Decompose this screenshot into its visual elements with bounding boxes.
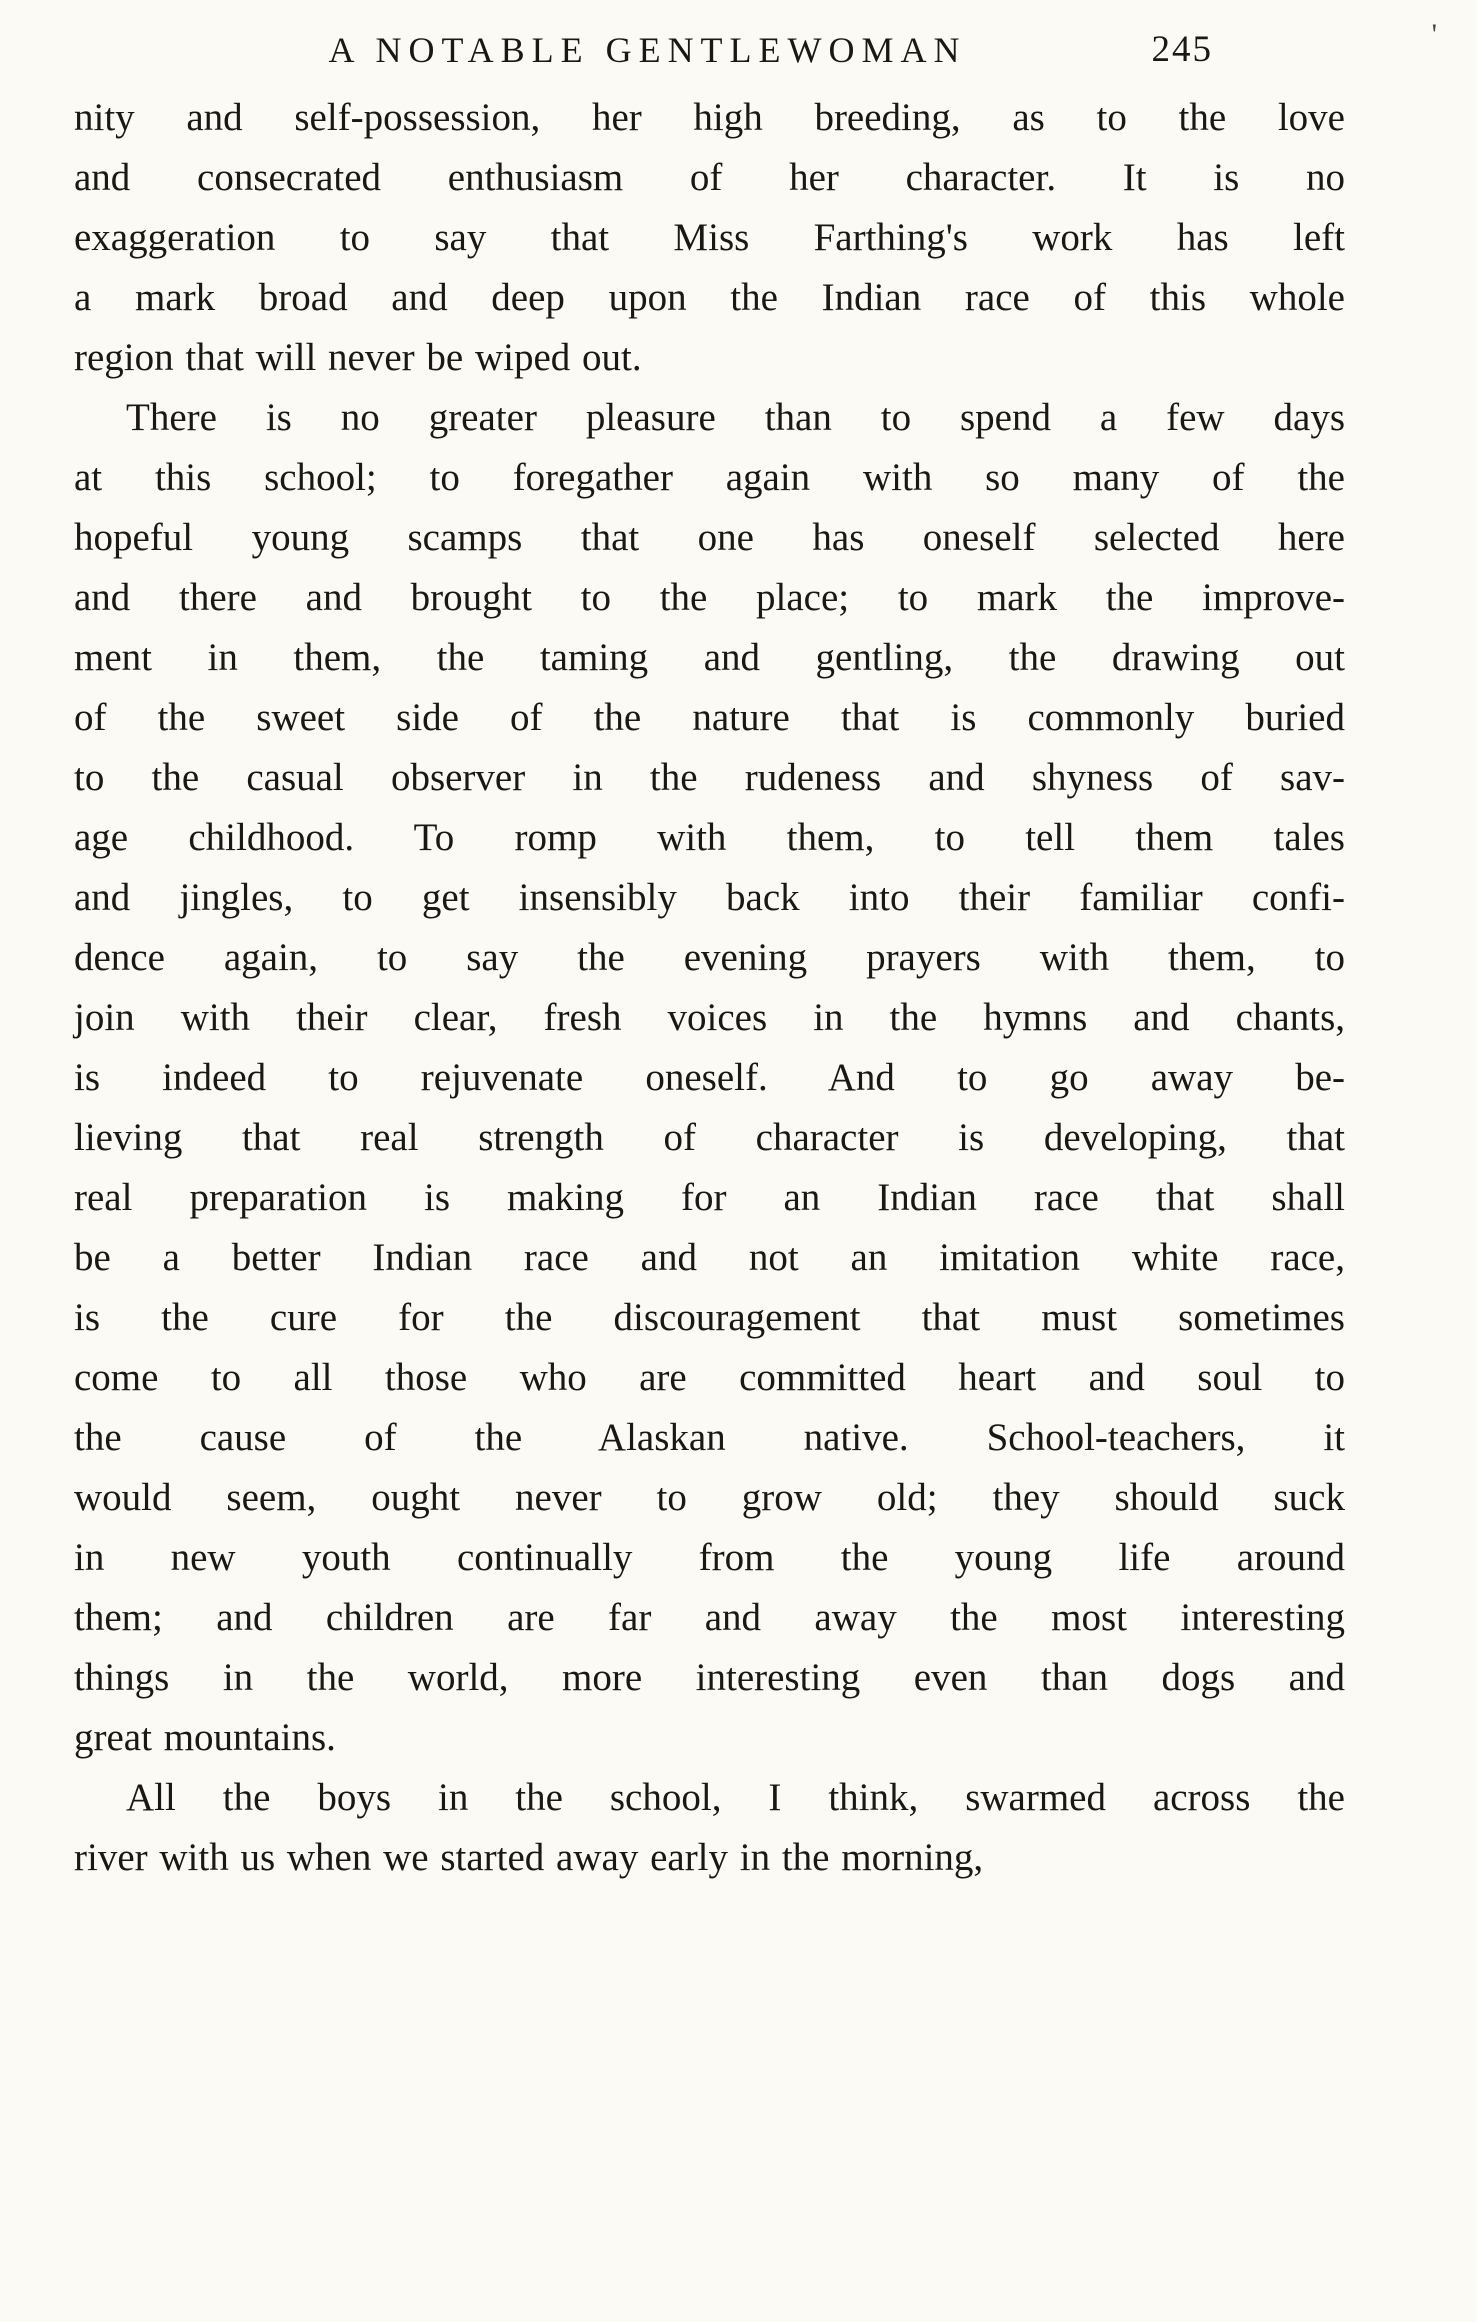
- page-number: 245: [1151, 29, 1213, 70]
- text-line: and jingles, to get insensibly back into their familiar confi-: [74, 876, 1345, 919]
- text-line: nity and self-possession, her high breeding, as to the love: [74, 96, 1345, 139]
- text-line: exaggeration to say that Miss Farthing's work has left: [74, 216, 1345, 259]
- text-line: be a better Indian race and not an imitation white race,: [74, 1236, 1345, 1279]
- scan-artifact-mark: ': [1431, 18, 1437, 51]
- text-line: dence again, to say the evening prayers with them, to: [74, 936, 1345, 979]
- text-line: ment in them, the taming and gentling, the drawing out: [74, 636, 1345, 679]
- text-line: is indeed to rejuvenate oneself. And to go away be-: [74, 1056, 1345, 1099]
- page-header: [74, 24, 1345, 76]
- text-line: would seem, ought never to grow old; they should suck: [74, 1476, 1345, 1519]
- text-line: at this school; to foregather again with so many of the: [74, 456, 1345, 499]
- text-line: the cause of the Alaskan native. School-teachers, it: [74, 1416, 1345, 1459]
- running-title: A NOTABLE GENTLEWOMAN: [328, 30, 967, 70]
- text-line: hopeful young scamps that one has oneself selected here: [74, 516, 1345, 559]
- text-line: region that will never be wiped out.: [74, 336, 642, 379]
- text-line: age childhood. To romp with them, to tell them tales: [74, 816, 1345, 859]
- text-line: All the boys in the school, I think, swarmed across the: [126, 1776, 1345, 1819]
- text-line: great mountains.: [74, 1716, 336, 1759]
- text-line: a mark broad and deep upon the Indian race of this whole: [74, 276, 1345, 319]
- text-line: and there and brought to the place; to mark the improve-: [74, 576, 1345, 619]
- text-line: come to all those who are committed heart and soul to: [74, 1356, 1345, 1399]
- paragraph: [74, 88, 1345, 388]
- text-line: to the casual observer in the rudeness and shyness of sav-: [74, 756, 1345, 799]
- text-line: them; and children are far and away the most interesting: [74, 1596, 1345, 1639]
- paragraph: [74, 1768, 1345, 1888]
- text-line: of the sweet side of the nature that is commonly buried: [74, 696, 1345, 739]
- text-line: and consecrated enthusiasm of her character. It is no: [74, 156, 1345, 199]
- text-line: river with us when we started away early in the morning,: [74, 1836, 984, 1879]
- text-line: real preparation is making for an Indian race that shall: [74, 1176, 1345, 1219]
- paragraph: [74, 388, 1345, 1768]
- text-line: join with their clear, fresh voices in the hymns and chants,: [74, 996, 1345, 1039]
- text-line: in new youth continually from the young life around: [74, 1536, 1345, 1579]
- text-line: lieving that real strength of character is developing, that: [74, 1116, 1345, 1159]
- text-line: things in the world, more interesting even than dogs and: [74, 1656, 1345, 1699]
- text-block: [74, 88, 1345, 1888]
- text-line: is the cure for the discouragement that must sometimes: [74, 1296, 1345, 1339]
- text-line: There is no greater pleasure than to spend a few days: [126, 396, 1345, 439]
